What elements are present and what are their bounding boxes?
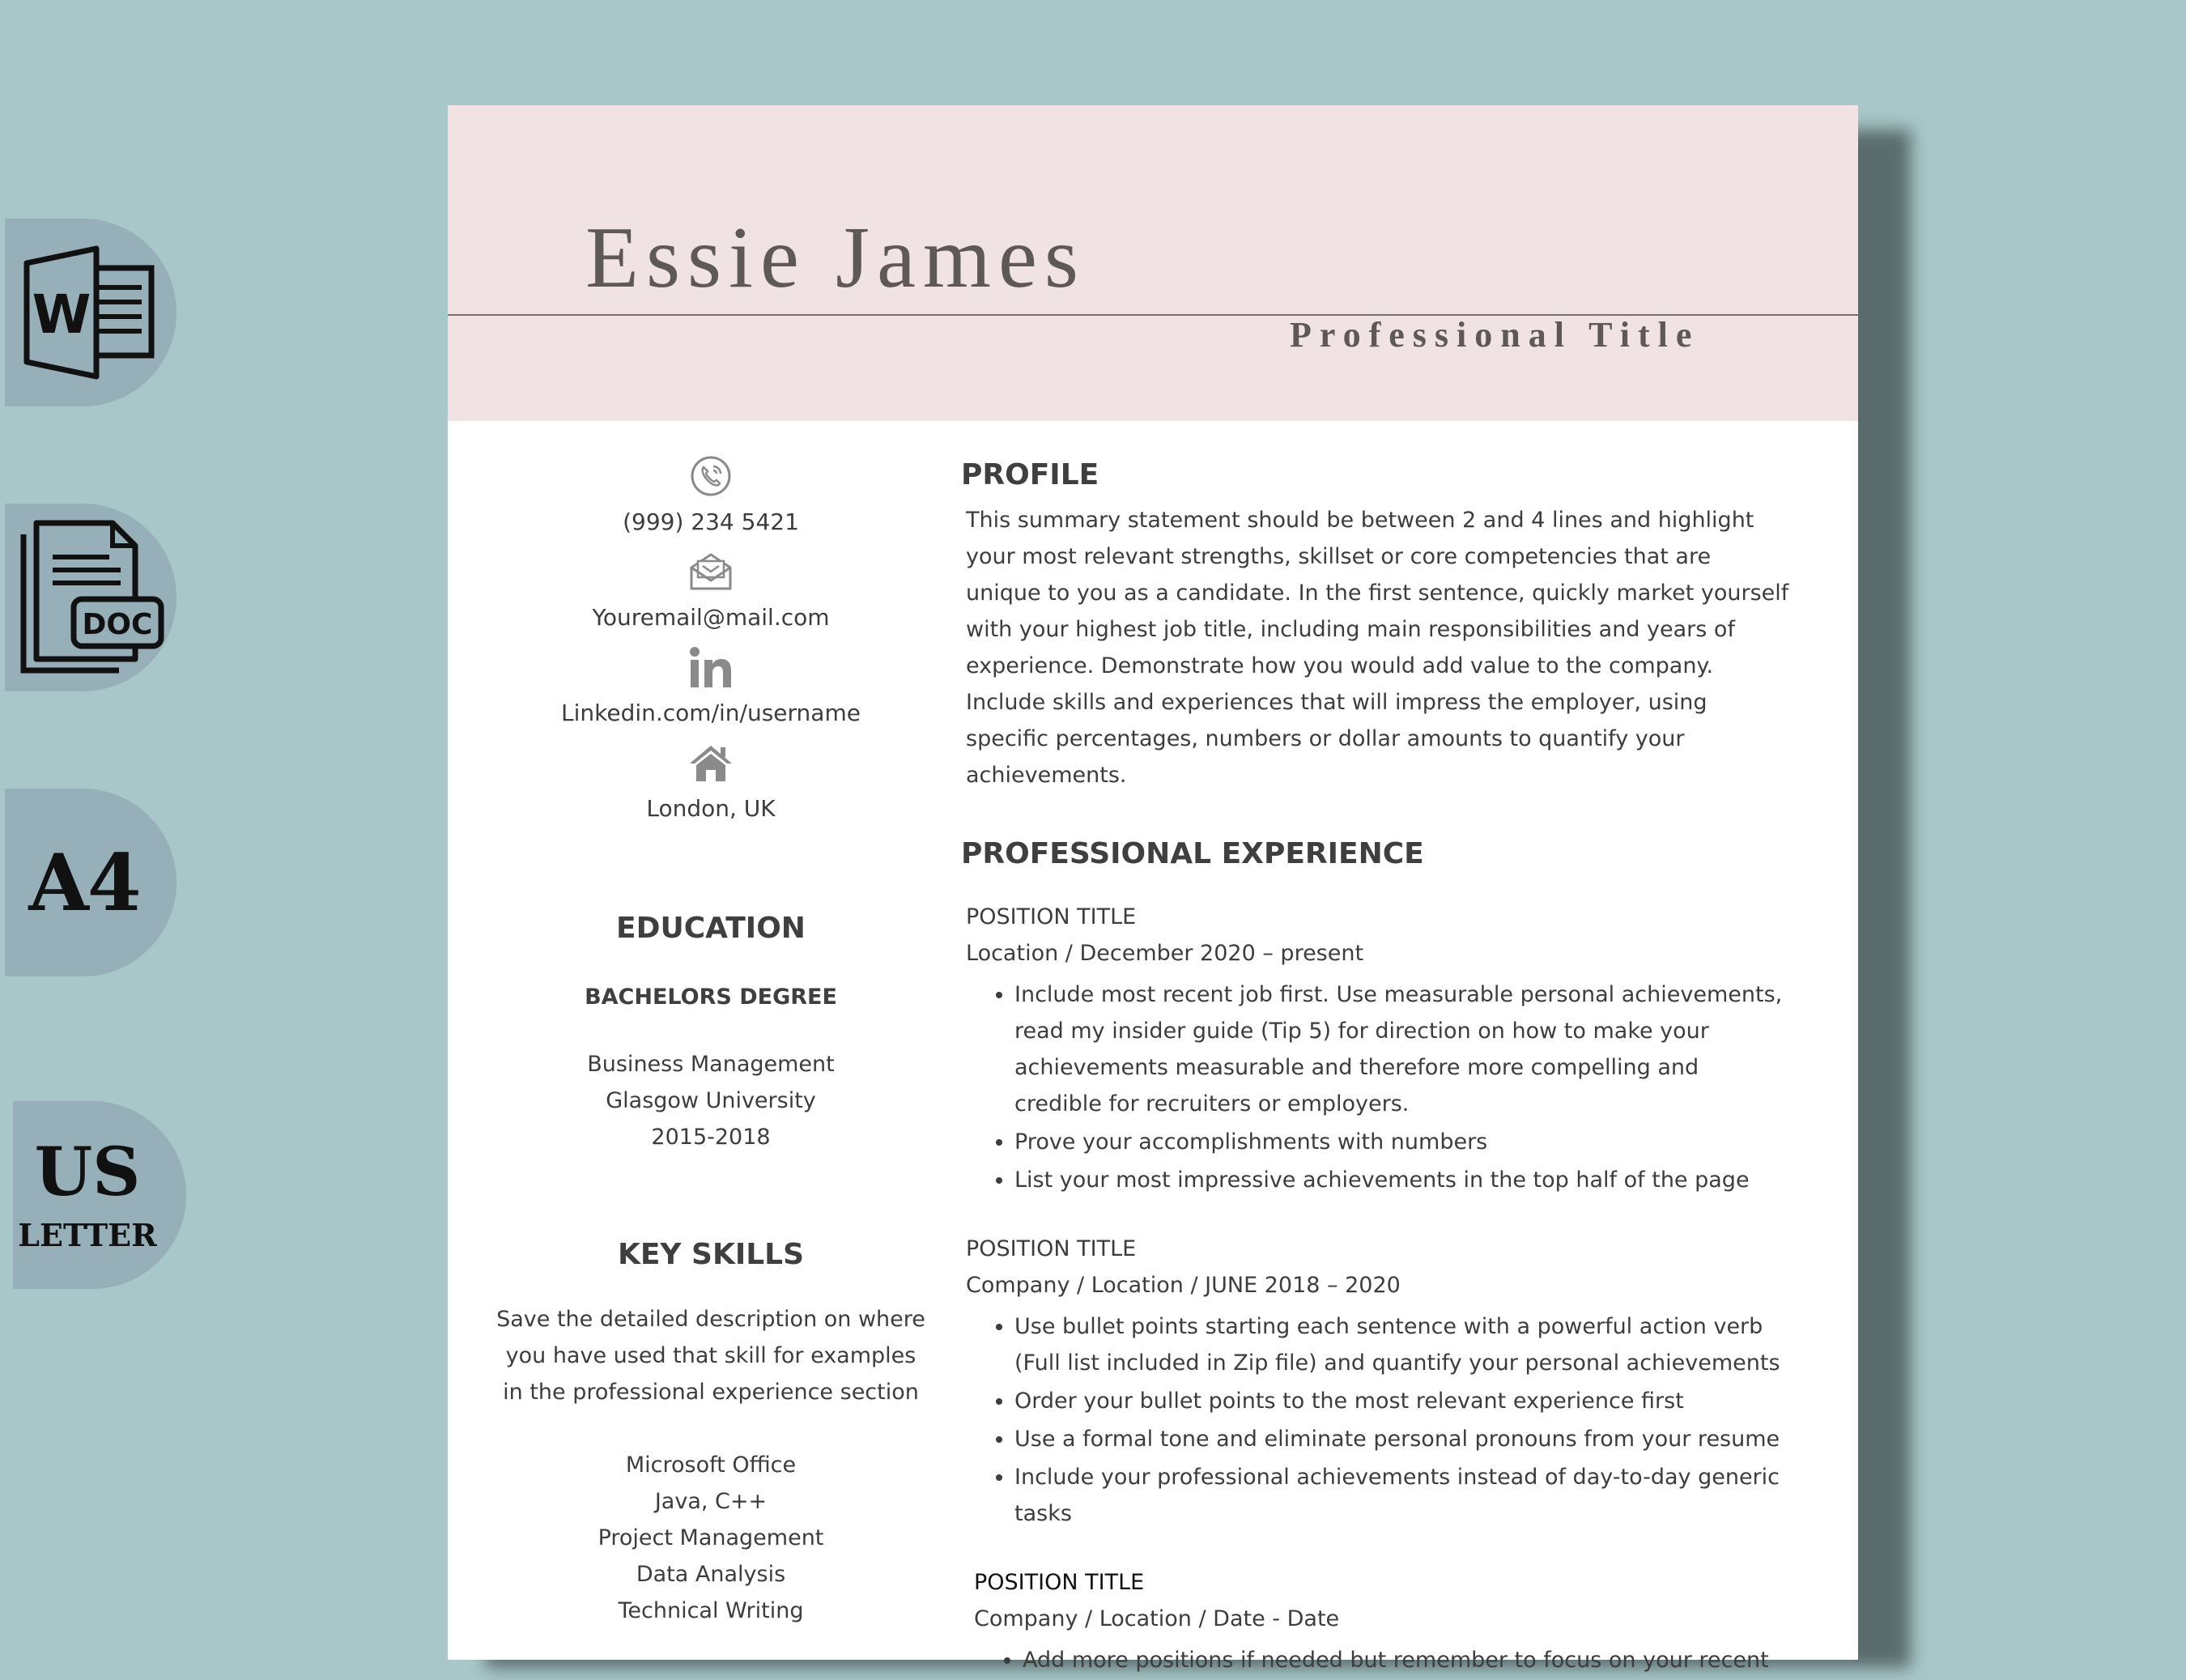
us-letter-format-badge (13, 1101, 186, 1289)
school: Glasgow University (606, 1088, 816, 1113)
skills-description: Save the detailed description on where you have used that skill for examples in the professional experience section (496, 1307, 925, 1405)
job-meta: Location / December 2020 – present (966, 941, 1364, 966)
job-bullet: • Use a formal tone and eliminate personal pronouns from your resume (1014, 1421, 1792, 1457)
a4-label: A4 (28, 836, 140, 929)
right-column (961, 453, 1792, 1680)
skill-item: Microsoft Office (625, 1452, 797, 1478)
profile-summary: This summary statement should be between 2 and 4 lines and highlight your most relevant strengths, skillset or core competencies that are unique to you as a candidate. In the first sentence, quickly market yourself with your highest job title, including main responsibilities and years of experience. Demonstrate how you would add value to the company. Include skills and experiences that will impress the employer, using specific percentages, numbers or dollar amounts to quantify your achievements. (966, 508, 1789, 788)
profile-heading: PROFILE (961, 458, 1099, 491)
job-entry (966, 1231, 1792, 1532)
job-bullet: • Order your bullet points to the most relevant experience first (1014, 1383, 1792, 1419)
resume-sheet (448, 105, 1858, 1673)
left-column (496, 453, 925, 1629)
linkedin-url: Linkedin.com/in/username (561, 700, 861, 726)
svg-text:W: W (32, 283, 91, 346)
job-bullets (974, 1642, 1792, 1678)
job-entry (966, 899, 1792, 1198)
doc-format-badge (5, 504, 176, 691)
a4-format-badge (5, 789, 176, 976)
doc-icon (14, 517, 168, 678)
letter-label: LETTER (18, 1217, 157, 1253)
skill-item: Data Analysis (636, 1562, 786, 1587)
job-meta: Company / Location / Date - Date (974, 1606, 1340, 1631)
email-icon (496, 549, 925, 594)
job-title: POSITION TITLE (966, 1236, 1137, 1261)
location: London, UK (646, 795, 776, 822)
email-address: Youremail@mail.com (592, 604, 830, 631)
job-bullet: • Prove your accomplishments with numbers (1014, 1124, 1792, 1160)
job-title: POSITION TITLE (974, 1570, 1145, 1595)
experience-heading: PROFESSIONAL EXPERIENCE (961, 837, 1424, 870)
word-icon (22, 244, 159, 381)
skill-item: Java, C++ (654, 1489, 768, 1514)
job-bullet: • List your most impressive achievements in the top half of the page (1014, 1162, 1792, 1198)
job-bullets (966, 976, 1792, 1198)
phone-icon (496, 453, 925, 499)
linkedin-icon (496, 644, 925, 690)
job-meta: Company / Location / JUNE 2018 – 2020 (966, 1273, 1401, 1298)
skill-item: Technical Writing (618, 1598, 804, 1623)
job-title: POSITION TITLE (966, 904, 1137, 929)
us-label: US (34, 1133, 141, 1211)
word-format-badge (5, 219, 176, 406)
candidate-name: Essie James (585, 210, 1086, 306)
degree-field: Business Management (587, 1052, 835, 1077)
degree: BACHELORS DEGREE (585, 985, 837, 1010)
home-icon (496, 740, 925, 785)
job-bullet: • Include most recent job first. Use measurable personal achievements, read my insider guide (Tip 5) for direction on how to make your achievements measurable and therefore more compelling and credible for recruiters or employers. (1014, 976, 1792, 1122)
skill-item: Project Management (598, 1525, 824, 1550)
job-bullet: • Include your professional achievements instead of day-to-day generic tasks (1014, 1459, 1792, 1532)
education-years: 2015-2018 (651, 1125, 771, 1150)
job-bullet: • Use bullet points starting each sentence with a powerful action verb (Full list included in Zip file) and quantify your personal achievements (1014, 1308, 1792, 1381)
job-bullet: • Add more positions if needed but remember to focus on your recent (1023, 1642, 1792, 1678)
svg-text:DOC: DOC (82, 608, 153, 641)
job-bullets (966, 1308, 1792, 1532)
education-heading: EDUCATION (616, 912, 806, 945)
key-skills-heading: KEY SKILLS (617, 1238, 805, 1271)
phone-number: (999) 234 5421 (623, 508, 799, 535)
professional-title: Professional Title (1290, 315, 1700, 355)
job-entry (974, 1564, 1792, 1678)
skills-list (496, 1447, 925, 1629)
